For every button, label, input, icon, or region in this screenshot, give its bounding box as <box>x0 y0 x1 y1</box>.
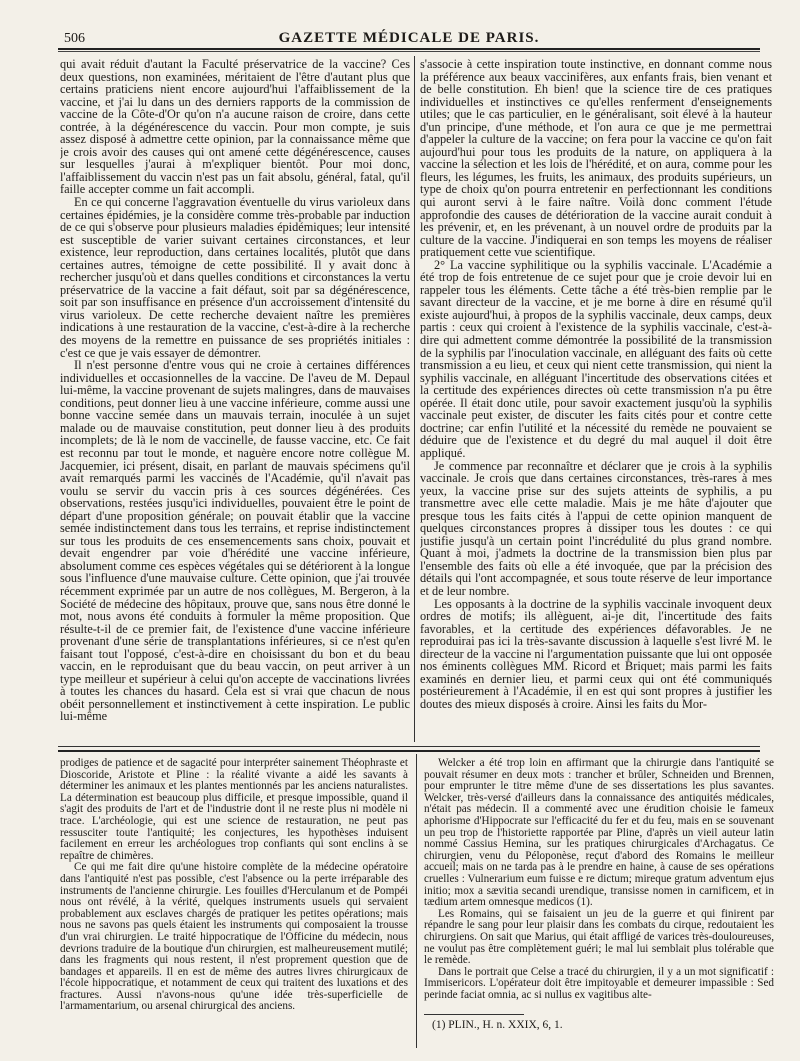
feuilleton-rule-thick <box>58 750 760 752</box>
paragraph: Les Romains, qui se faisaient un jeu de la guerre et qui finirent par répandre le sang pour leur plaisir dans les combats du cirque, redoutaient les chirurgiens. On sait que Marius, qui était affligé de varices très-douloureuses, ne voulut pas être complètement guéri; le mal lui semblait plus tolérable que le remède. <box>424 907 774 967</box>
column-divider <box>416 754 417 1048</box>
paragraph: Welcker a été trop loin en affirmant que la chirurgie dans l'antiquité se pouvait résumer en deux mots : trancher et brûler, Schneiden und Brennen, pour emprunter le titre même d'une de ses dissertations les plus savantes. Welcker, très-versé d'ailleurs dans la connaissance des antiquités médicales, n'était pas médecin. Il a commenté avec une érudition choisie le fameux aphorisme d'Hippocrate sur l'efficacité du fer et du feu, mais en se souvenant un peu trop de l'historiette rapportée par Pline, d'après un vieil auteur latin nommé Cassius Hemina, sur les pratiques chirurgicales d'Archagatus. Ce chirurgien, venu du Péloponèse, reçut d'abord des Romains le meilleur accueil; mais on ne tarda pas à le prendre en haine, à cause de ses opérations cruelles : Vulnerarium eum fuisse e re dictum; mireque gratum adventum ejus initio; mox a sævitia secandi urendique, transisse nomen in carnificem, et in tædium artem omnesque medicos (1). <box>424 758 774 909</box>
paragraph: Il n'est personne d'entre vous qui ne croie à certaines différences individuelles et occasionnelles de la vaccine. De l'aveu de M. Depaul lui-même, la vaccine provenant de sujets malingres, dans de mauvaises conditions, peut donner lieu à une vaccine inférieure, comme aussi une bonne vaccine semée dans un mauvais terrain, inoculée à un sujet malade ou de mauvaise constitution, peut donner lieu à des produits incomplets; de là le nom de vaccinelle, de fausse vaccine, etc. Ce fait est reconnu par tout le monde, et naguère encore notre collègue M. Jacquemier, ici présent, disait, en parlant de mauvais spécimens qu'il avait remarqués parmi les vaccinés de l'Académie, qu'il n'avait pas voulu se servir du vaccin pris à ces sources dégénérées. Ces observations, restées jusqu'ici individuelles, pouvaient être le point de départ d'une proposition générale; on pouvait établir que la vaccine semée indistinctement dans tous les terrains, et reprise indistinctement sur tous les produits de ces ensemencements sans choix, pouvait et devait engendrer par voie d'hérédité une vaccine inférieure, absolument comme ces espèces végétales qui se détériorent à la longue sous l'influence d'une mauvaise culture. Cette opinion, que j'ai trouvée récemment exprimée par un autre de nos collègues, M. Bergeron, à la Société de médecine des hôpitaux, prouve que, sans nous être donné le mot, nous avons été conduits à formuler la même proposition. Que résulte-t-il de ce premier fait, de l'existence d'une vaccine inférieure provenant d'une série de transplantations inférieures, si ce n'est qu'en faisant tout l'opposé, c'est-à-dire en choisissant du bon et du beau vaccin, en le reproduisant que du beau vaccin, on peut arriver à un type meilleur et supérieur à celui qu'on accepte de vaccinations livrées à toutes les chances du hasard. Cela est si vrai que chacun de nous obéit personnellement et instinctivement à cette inspiration. Le public lui-même <box>60 358 410 724</box>
lower-left-column <box>60 758 408 1048</box>
column-divider <box>414 56 415 742</box>
paragraph: qui avait réduit d'autant la Faculté préservatrice de la vaccine? Ces deux questions, non examinées, méritaient de l'être d'autant plus que certains praticiens nient encore aujourd'hui l'affaiblissement de la vaccine, et j'ai lu dans un des derniers rapports de la commission de vaccine de la Côte-d'Or qu'on n'a aucune raison de croire, dans cette contrée, à la dégénérescence du vaccin. Pour mon compte, je suis assez disposé à admettre cette opinion, par la connaissance même que je crois avoir des causes qui ont amené cette dégénérescence, causes sur lesquelles j'aurai à m'expliquer bientôt. Pour moi donc, l'affaiblissement du vaccin n'est pas un fait absolu, général, fatal, qu'il faille accepter comme un fait accompli. <box>60 58 410 197</box>
footnote: (1) PLIN., H. n. XXIX, 6, 1. <box>432 1019 563 1031</box>
paragraph: Je commence par reconnaître et déclarer que je crois à la syphilis vaccinale. Je crois que dans certaines circonstances, très-rares à mes yeux, la vaccine prise sur des sujets atteints de syphilis, a pu transmettre avec elle cette maladie. Mais je me hâte d'ajouter que presque tous les faits cités à l'appui de cette opinion manquent de quelques circonstances propres à dissiper tous les doutes : ce qui justifie jusqu'à un certain point l'incrédulité du plus grand nombre. Quant à moi, j'admets la doctrine de la transmission bien plus par l'ensemble des faits où elle a été invoquée, que par la précision des détails qui l'ont accompagnée, et sous toute réserve de leur importance et de leur nombre. <box>420 458 772 598</box>
lower-right-column <box>424 758 774 1008</box>
page-number: 506 <box>64 31 85 46</box>
paragraph: Ce qui me fait dire qu'une histoire complète de la médecine opératoire dans l'antiquité n'est pas possible, c'est l'absence ou la perte irréparable des instruments de l'ancienne chirurgie. Les fouilles d'Herculanum et de Pompéi nous ont révélé, à la vérité, quelques instruments usuels qui servaient probablement aux esclaves chargés de pratiquer les petites opérations; mais nous ne savons pas quels étaient les instruments qui composaient la trousse d'un vrai chirurgien. Le traité hippocratique de l'Officine du médecin, nous devrions traduire de la boutique d'un chirurgien, est malheureusement mutilé; dans les fragments qui nous restent, il n'est proprement question que de bandages et appareils. Il en est de même des autres livres chirurgicaux de l'école hippocratique, et notamment de ceux qui traitent des luxations et des fractures. Aussi n'avons-nous qu'une idée très-superficielle de l'armamentarium, ou arsenal chirurgical des anciens. <box>60 861 408 1013</box>
upper-right-column <box>420 58 772 740</box>
paragraph: En ce qui concerne l'aggravation éventuelle du virus varioleux dans certaines épidémies, je la considère comme très-probable par induction de ce qui s'observe pour plusieurs maladies épidémiques; leur intensité est susceptible de varier suivant certaines circonstances, et leur existence, leur reproduction, dans certaines localités, plutôt que dans certaines autres, témoigne de cette possibilité. Il y avait donc à rechercher jusqu'où et dans quelles conditions et circonstances la vertu préservatrice de la vaccine a fait défaut, soit par sa dégénérescence, soit par son insuffisance en présence d'un accroissement d'intensité du virus varioleux. De cette recherche devaient naître les premières indications à une restauration de la vaccine, c'est-à-dire à la recherche des moyens de la remettre en puissance de ses propriétés initiales : c'est ce que je vais essayer de démontrer. <box>60 195 410 360</box>
page-header <box>58 28 760 48</box>
journal-title: GAZETTE MÉDICALE DE PARIS. <box>278 30 540 46</box>
header-rule-thin <box>58 51 760 52</box>
paragraph: Les opposants à la doctrine de la syphilis vaccinale invoquent deux ordres de motifs; ils allèguent, ai-je dit, l'incertitude des faits favorables, et la certitude des expériences défavorables. Je ne reproduirai pas ici la très-savante discussion à laquelle s'est livré M. le directeur de la vaccine ni l'argumentation puissante que lui ont opposée nos éminents collègues MM. Ricord et Briquet; mais parmi les faits examinés en dernier lieu, et parmi ceux qui ont été communiqués postérieurement à l'Académie, il en est qui sont propres à justifier les doutes des mieux disposés à croire. Ainsi les faits du Mor- <box>420 596 772 711</box>
paragraph: s'associe à cette inspiration toute instinctive, en donnant comme nous la préférence aux beaux vaccinifères, aux enfants frais, bien venant et de belle constitution. Eh bien! que la science tire de ces pratiques individuelles et instinctives ce qu'elles renferment d'enseignements utiles; que le cas particulier, en le généralisant, soit élevé à la hauteur d'un principe, d'une méthode, et l'on aura ce que je me permettrai d'appeler la culture de la vaccine; on fera pour la vaccine ce qu'on fait aujourd'hui pour tous les produits de la nature, on appliquera à la vaccine la sélection et les lois de l'hérédité, et on aura, comme pour les fleurs, les légumes, les fruits, les animaux, des produits supérieurs, un type de choix qu'on pourra entretenir en perfectionnant les conditions qui auront servi à le faire naître. Voilà donc comment l'étude approfondie des causes de détérioration de la vaccine aurait conduit à les prévenir, et, en les prévenant, à un nouvel ordre de produits par la culture de la vaccine. J'indiquerai en son temps les moyens de réaliser pratiquement cette vue scientifique. <box>420 58 772 260</box>
paragraph: prodiges de patience et de sagacité pour interpréter sainement Théophraste et Dioscoride, Aristote et Pline : la réalité vivante a aidé les savants à déterminer les animaux et les plantes mentionnés par les anciens naturalistes. La détermination est beaucoup plus difficile, et presque impossible, quand il s'agit des produits de l'art et de l'industrie dont il ne reste plus ni modèle ni trace. L'archéologie, qui est une science de restauration, ne peut pas ressusciter toute l'antiquité; les conjectures, les hypothèses induisent facilement en erreur les archéologues trop confiants qui sont enclins à se repaître de chimères. <box>60 758 408 862</box>
footnote-rule <box>424 1014 524 1015</box>
header-rule <box>58 48 760 50</box>
feuilleton-rule <box>58 746 760 747</box>
paragraph: 2° La vaccine syphilitique ou la syphilis vaccinale. L'Académie a été trop de fois entretenue de ce sujet pour que je croie devoir lui en rappeler tous les éléments. Cette tâche a été très-bien remplie par le savant directeur de la vaccine, et je me borne à dire en résumé qu'il existe aujourd'hui, à propos de la syphilis vaccinale, deux camps, deux partis : ceux qui croient à l'existence de la syphilis vaccinale, c'est-à-dire qui admettent comme démontrée la possibilité de la transmission de la syphilis par l'inoculation vaccinale, en alléguant des faits où cette transmission a eu lieu, et ceux qui nient cette transmission, qui nient la syphilis vaccinale, en alléguant l'incertitude des observations citées et la certitude des expériences directes où cette transmission n'a pu être opérée. Il était donc utile, pour savoir exactement jusqu'où la syphilis vaccinale peut exister, de discuter les faits cités pour et contre cette doctrine; car enfin l'utilité et la nécessité du remède ne pouvaient se déduire que de l'existence et du degré du mal auquel il doit être appliqué. <box>420 257 772 460</box>
upper-left-column <box>60 58 410 740</box>
paragraph: Dans le portrait que Celse a tracé du chirurgien, il y a un mot significatif : Immisericors. L'opérateur doit être impitoyable et demeurer impassible : Sed perinde faciat omnia, ac si nullus ex vagitibus alte- <box>424 965 774 1001</box>
